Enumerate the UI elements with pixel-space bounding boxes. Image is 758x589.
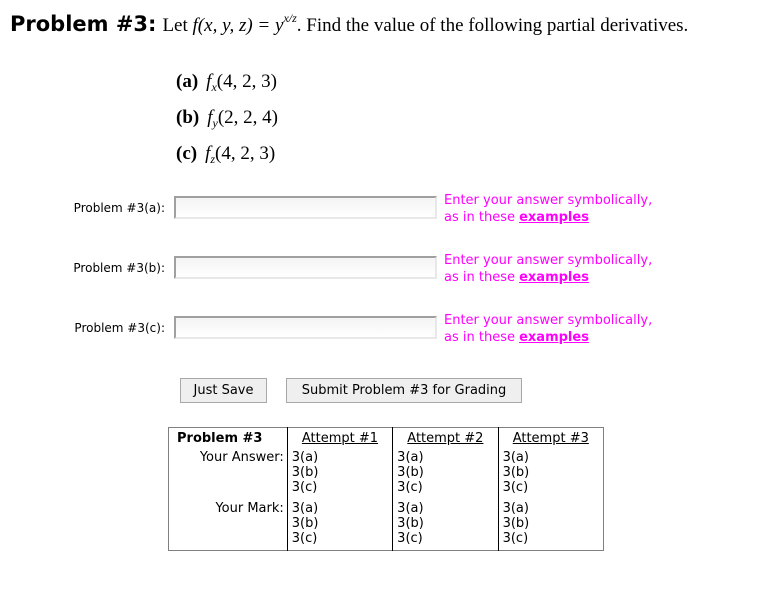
table-header-row (169, 428, 604, 451)
table-row-marks (169, 501, 604, 551)
mark-cell: 3(b) (291, 516, 319, 531)
part-sub: x (211, 80, 217, 94)
answer-label: Problem #3(a): (73, 201, 165, 215)
attempt-2-marks (393, 501, 498, 551)
mark-cell: 3(a) (397, 501, 424, 516)
answer-cell: 3(b) (397, 465, 424, 480)
answer-hint (444, 192, 652, 226)
answer-cell: 3(c) (291, 480, 318, 495)
part-label: (a) (176, 71, 199, 92)
problem-header (10, 11, 688, 37)
part-args: (4, 2, 3) (216, 71, 277, 92)
function-exponent: x/z (283, 11, 297, 25)
hint-line2: as in these (444, 270, 520, 285)
attempt-3-marks (498, 501, 603, 551)
attempt-header-1: Attempt #1 (287, 428, 392, 451)
part-func: f (206, 71, 212, 92)
your-mark-label: Your Mark: (215, 501, 284, 516)
attempt-3-answers (498, 450, 603, 501)
answer-cell: 3(a) (397, 450, 424, 465)
answer-cell: 3(a) (502, 450, 529, 465)
answer-cell: 3(b) (502, 465, 530, 480)
hint-line1: Enter your answer symbolically, (444, 313, 653, 328)
table-corner-label: Problem #3 (177, 431, 263, 446)
attempt-header-2: Attempt #2 (393, 428, 498, 451)
answer-row-a (0, 192, 758, 232)
part-label: (b) (176, 107, 200, 128)
answer-cell: 3(c) (502, 480, 529, 495)
examples-link[interactable]: examples (519, 210, 589, 225)
mark-cell: 3(c) (291, 531, 318, 546)
answer-label: Problem #3(b): (73, 261, 165, 275)
submit-for-grading-button[interactable]: Submit Problem #3 for Grading (286, 378, 522, 403)
answer-input-3c[interactable] (174, 316, 437, 339)
part-sub: z (210, 152, 216, 166)
table-row-answers (169, 450, 604, 501)
mark-cell: 3(c) (502, 531, 529, 546)
examples-link[interactable]: examples (519, 330, 589, 345)
hint-line1: Enter your answer symbolically, (444, 193, 653, 208)
part-a (176, 70, 278, 106)
part-list (176, 70, 278, 178)
part-c (176, 142, 278, 178)
answer-input-3b[interactable] (174, 256, 437, 279)
part-func: f (205, 143, 211, 164)
problem-title: Problem #3: (10, 12, 157, 36)
mark-cell: 3(a) (502, 501, 529, 516)
statement-suffix: . Find the value of the following partial derivatives. (296, 15, 689, 36)
hint-line2: as in these (444, 210, 520, 225)
attempt-1-marks (287, 501, 392, 551)
part-args: (4, 2, 3) (215, 143, 276, 164)
answer-cell: 3(a) (291, 450, 319, 465)
answer-cell: 3(c) (397, 480, 423, 495)
answer-cell: 3(b) (291, 465, 319, 480)
attempts-table (168, 427, 604, 551)
mark-cell: 3(c) (397, 531, 423, 546)
mark-cell: 3(a) (291, 501, 319, 516)
your-answer-label: Your Answer: (199, 450, 284, 465)
problem-statement (162, 11, 689, 36)
hint-line2: as in these (444, 330, 520, 345)
attempt-2-answers (393, 450, 498, 501)
hint-line1: Enter your answer symbolically, (444, 253, 653, 268)
statement-prefix: Let (162, 15, 188, 36)
mark-cell: 3(b) (397, 516, 424, 531)
part-label: (c) (176, 143, 198, 164)
just-save-button[interactable]: Just Save (180, 378, 267, 403)
function-definition: f(x, y, z) = y (192, 15, 284, 36)
answer-input-3a[interactable] (174, 196, 437, 219)
answer-hint (444, 252, 652, 286)
attempt-1-answers (287, 450, 392, 501)
part-b (176, 106, 278, 142)
answer-hint (444, 312, 652, 346)
part-args: (2, 2, 4) (217, 107, 278, 128)
attempt-header-3: Attempt #3 (498, 428, 603, 451)
answer-row-b (0, 252, 758, 292)
part-func: f (207, 107, 213, 128)
answer-label: Problem #3(c): (74, 321, 165, 335)
mark-cell: 3(b) (502, 516, 530, 531)
examples-link[interactable]: examples (519, 270, 589, 285)
part-sub: y (212, 116, 218, 130)
answer-row-c (0, 312, 758, 352)
